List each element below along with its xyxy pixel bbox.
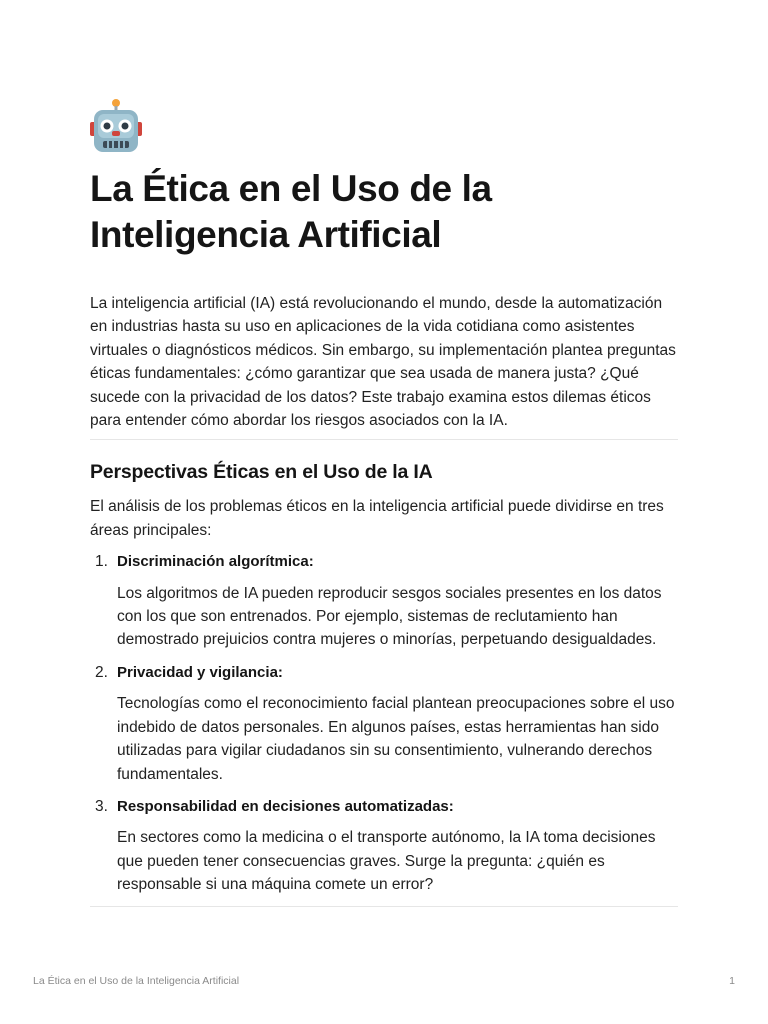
list-item-number: 3.	[95, 797, 108, 815]
document-title	[90, 166, 678, 258]
section-divider	[90, 439, 678, 440]
ethical-areas-list	[90, 550, 678, 896]
section-heading: Perspectivas Éticas en el Uso de la IA	[90, 461, 433, 484]
list-item	[90, 661, 678, 786]
intro-paragraph: La inteligencia artificial (IA) está revolucionando el mundo, desde la automatización en industrias hasta su uso en aplicaciones de la vida cotidiana como asistentes virtuales o diagnósticos médicos. Sin embargo, su implementación plantea preguntas éticas fundamentales: ¿cómo garantizar que sea usada de manera justa? ¿Qué sucede con la privacidad de los datos? Este trabajo examina estos dilemas éticos para entender cómo abordar los riesgos asociados con la IA.	[90, 295, 676, 430]
document-page	[90, 98, 678, 907]
list-item-number: 2.	[95, 663, 108, 681]
list-item-title: Privacidad y vigilancia:	[117, 663, 283, 681]
document-title-line-1: La Ética en el Uso de la	[90, 168, 492, 209]
list-item	[90, 795, 678, 897]
robot-face-icon	[89, 98, 143, 156]
list-item-title: Responsabilidad en decisiones automatizadas:	[117, 797, 454, 815]
document-title-line-2: Inteligencia Artificial	[90, 214, 442, 255]
list-item	[90, 550, 678, 652]
section-intro-paragraph: El análisis de los problemas éticos en la inteligencia artificial puede dividirse en tres áreas principales:	[90, 498, 664, 539]
list-item-body: Tecnologías como el reconocimiento facial plantean preocupaciones sobre el uso indebido de datos personales. En algunos países, estas herramientas han sido utilizadas para vigilar ciudadanos sin su consentimiento, vulnerando derechos fundamentales.	[117, 695, 675, 783]
list-item-body: En sectores como la medicina o el transporte autónomo, la IA toma decisiones que pueden tener consecuencias graves. Surge la pregunta: ¿quién es responsable si una máquina comete un error?	[117, 829, 656, 894]
list-item-body: Los algoritmos de IA pueden reproducir sesgos sociales presentes en los datos con los que son entrenados. Por ejemplo, sistemas de reclutamiento han demostrado prejuicios contra mujeres o minorías, perpetuando desigualdades.	[117, 584, 662, 649]
footer-document-title: La Ética en el Uso de la Inteligencia Artificial	[33, 975, 240, 987]
list-item-title: Discriminación algorítmica:	[117, 553, 314, 571]
list-item-number: 1.	[95, 553, 108, 571]
footer-page-number: 1	[729, 975, 735, 987]
page-footer	[33, 975, 735, 987]
section-divider	[90, 906, 678, 907]
